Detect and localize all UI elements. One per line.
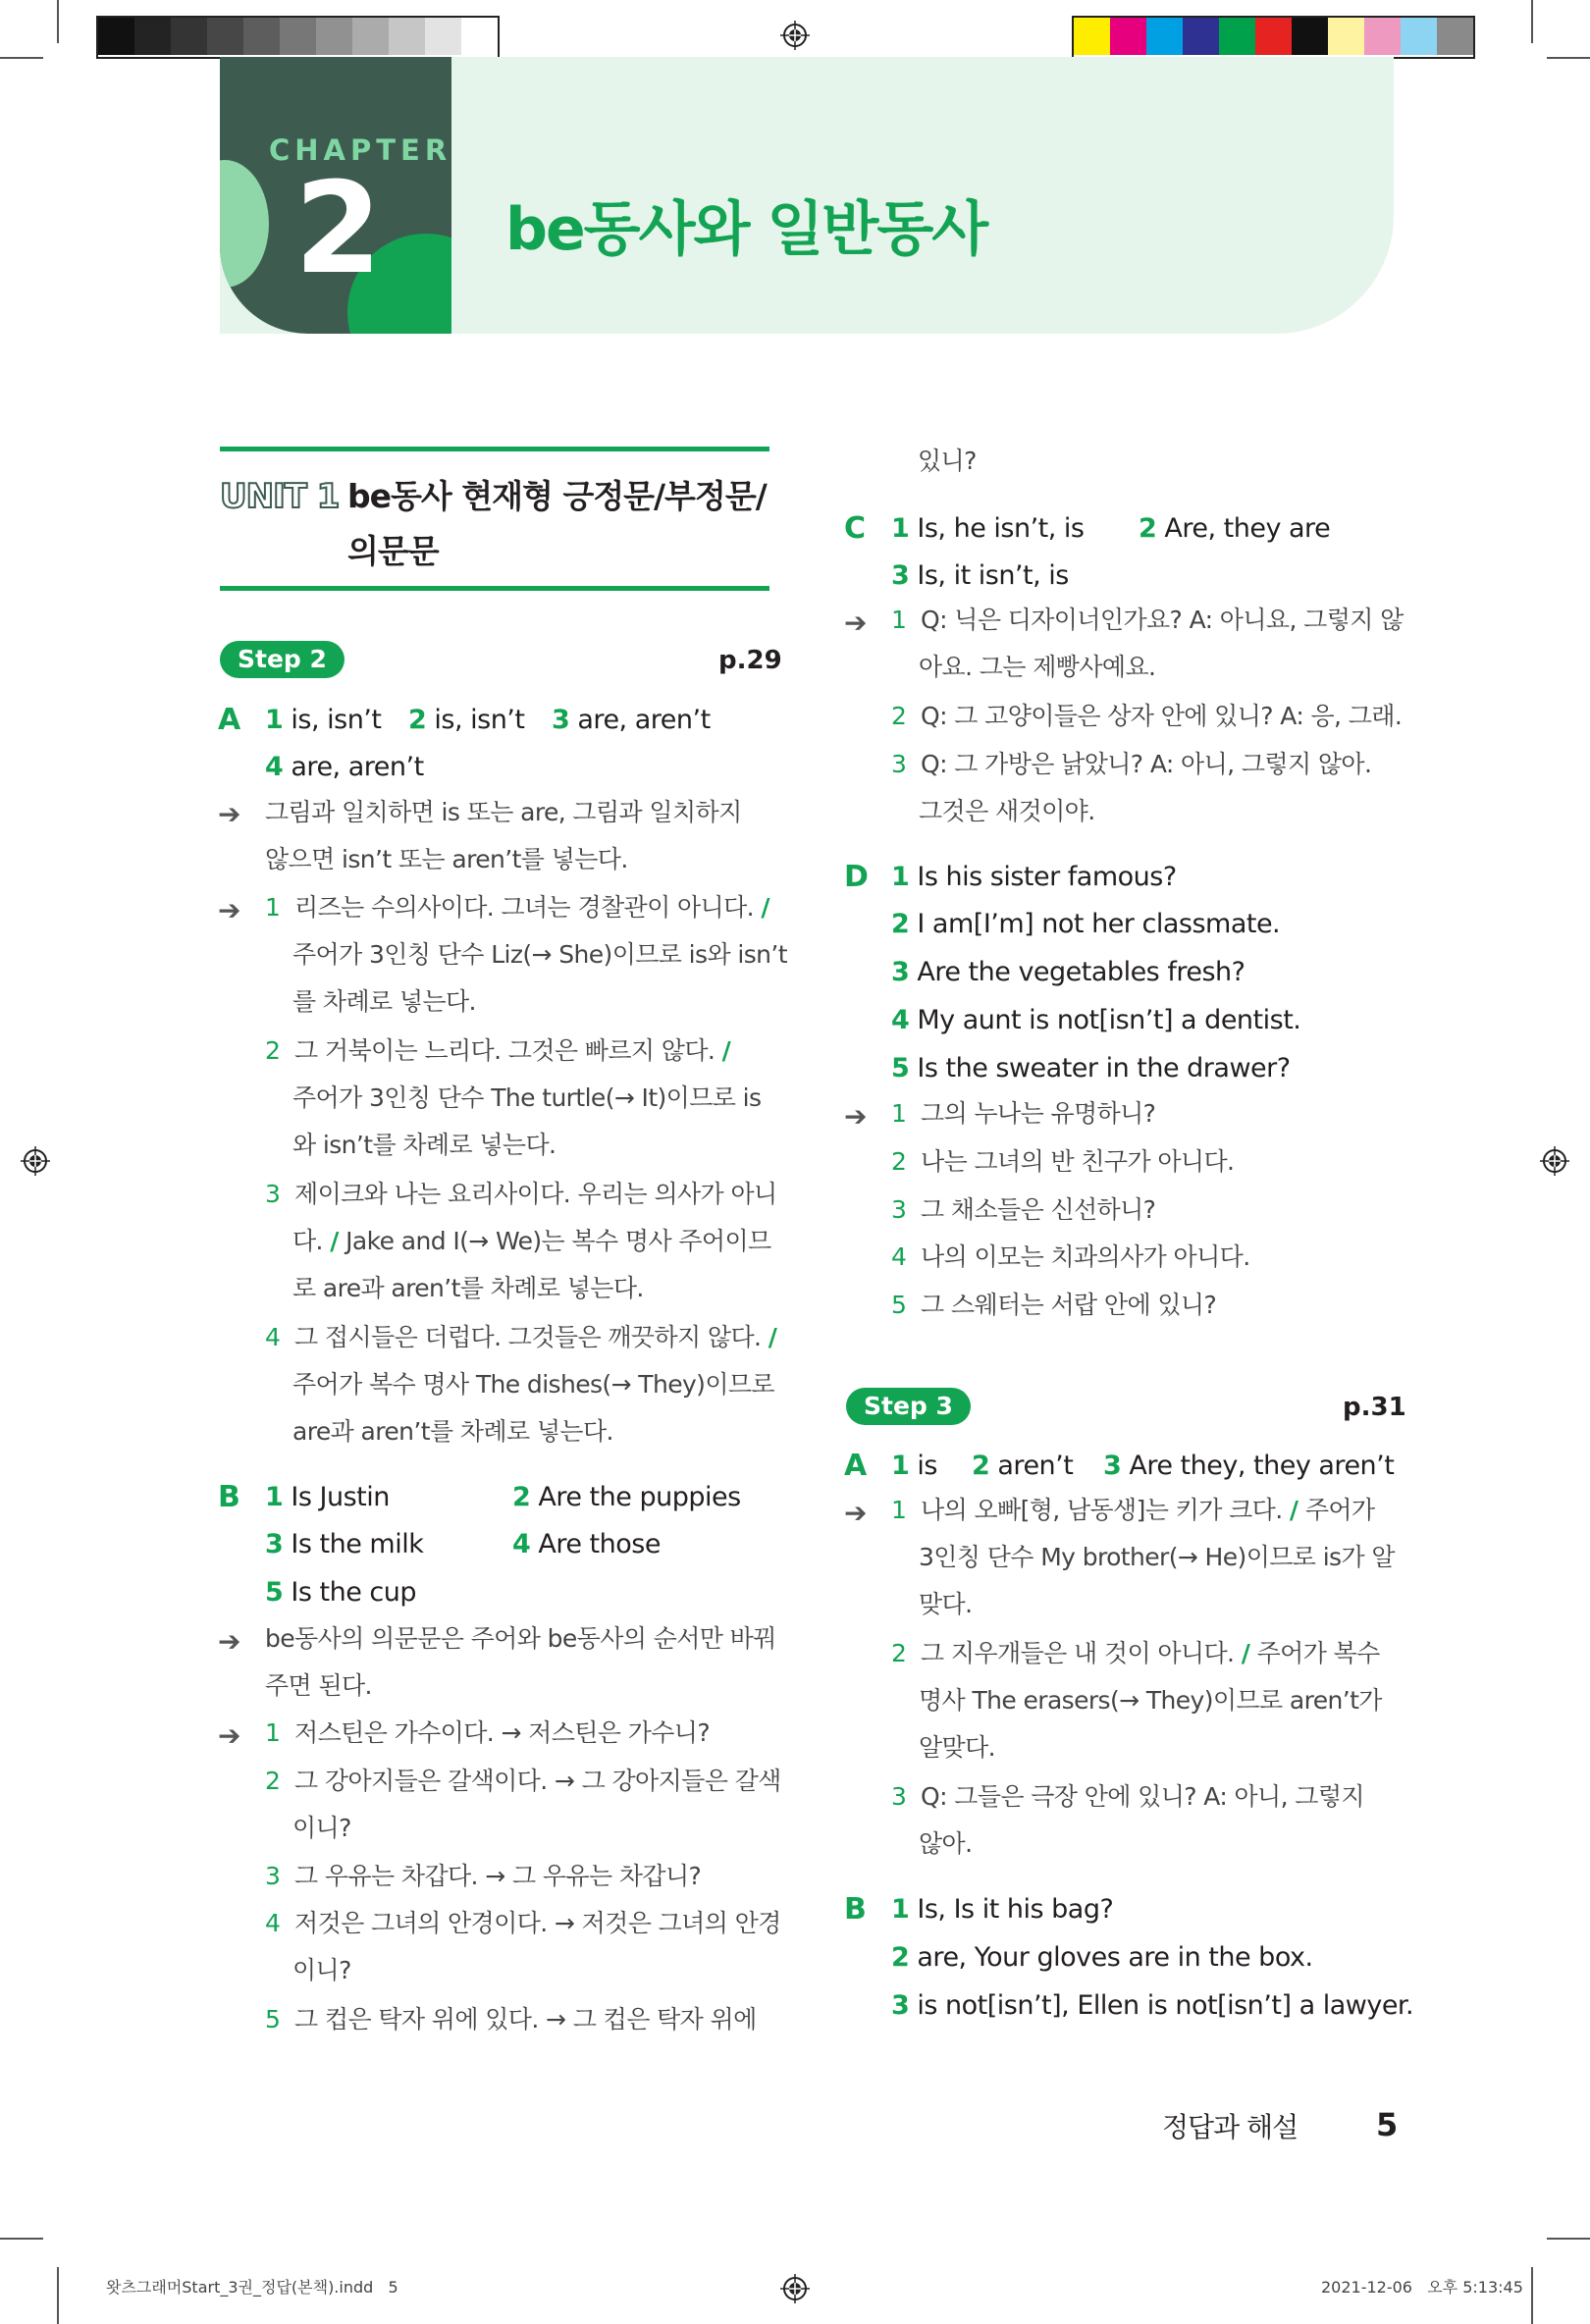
explanation-line: 3 Q: 그 가방은 낡았니? A: 아니, 그렇지 않아. xyxy=(891,750,1372,778)
arrow-icon: ➔ xyxy=(844,607,868,639)
answer-item: 1 Is, Is it his bag? xyxy=(891,1894,1114,1925)
explanation-line: 3 Q: 그들은 극장 안에 있니? A: 아니, 그렇지 xyxy=(891,1782,1364,1811)
color-swatch xyxy=(207,18,243,55)
color-swatch xyxy=(461,18,498,55)
answer-item: 1 Is Justin xyxy=(265,1482,390,1512)
chapter-label: CHAPTER xyxy=(269,133,452,167)
page-reference: p.31 xyxy=(1343,1393,1406,1422)
crop-mark xyxy=(0,57,43,59)
arrow-icon: ➔ xyxy=(844,1100,868,1133)
explanation-line: 않아. xyxy=(919,1829,973,1858)
answer-item: 3 is not[isn’t], Ellen is not[isn’t] a lawyer. xyxy=(891,1990,1414,2021)
answer-item: 2 aren’t xyxy=(972,1451,1074,1481)
footer-section-label: 정답과 해설 xyxy=(1162,2111,1298,2143)
color-swatch xyxy=(1292,18,1328,55)
section-letter-b: B xyxy=(844,1892,867,1927)
color-swatch xyxy=(1219,18,1255,55)
answer-item: 2 I am[I’m] not her classmate. xyxy=(891,909,1281,939)
arrow-icon: ➔ xyxy=(218,798,241,830)
color-swatch xyxy=(425,18,461,55)
explanation-line: 1 나의 오빠[형, 남동생]는 키가 크다. / 주어가 xyxy=(891,1496,1375,1524)
explanation-line: 5 그 스웨터는 서랍 안에 있니? xyxy=(891,1291,1217,1319)
registration-mark-icon xyxy=(780,2274,810,2303)
explanation-line: 이니? xyxy=(292,1814,351,1842)
answer-item: 4 Are those xyxy=(512,1529,661,1559)
explanation-line: 를 차례로 넣는다. xyxy=(292,987,476,1016)
page-number: 5 xyxy=(1376,2106,1399,2143)
explanation-line: 와 isn’t를 차례로 넣는다. xyxy=(292,1131,556,1159)
answer-item: 3 Are they, they aren’t xyxy=(1103,1451,1395,1481)
print-timestamp: 2021-12-06 오후 5:13:45 xyxy=(1321,2278,1523,2297)
explanation-line: 알맞다. xyxy=(919,1733,995,1762)
answer-item: 4 My aunt is not[isn’t] a dentist. xyxy=(891,1005,1301,1035)
answer-item: 2 Are the puppies xyxy=(512,1482,741,1512)
color-swatch xyxy=(98,18,134,55)
answer-item: 1 is xyxy=(891,1451,937,1481)
unit-title-line2: 의문문 xyxy=(347,532,439,570)
explanation-line: 로 are과 aren’t를 차례로 넣는다. xyxy=(292,1274,644,1302)
answer-item: 1 is, isn’t xyxy=(265,705,382,735)
crop-mark xyxy=(1531,2267,1533,2324)
color-swatch xyxy=(1183,18,1219,55)
section-letter-a: A xyxy=(844,1449,868,1483)
explanation-line: 주면 된다. xyxy=(265,1671,372,1700)
explanation-line: 명사 The erasers(→ They)이므로 aren’t가 xyxy=(919,1686,1382,1715)
step-2-badge: Step 2 xyxy=(220,641,344,678)
unit-rule-bottom xyxy=(220,586,769,591)
crop-mark xyxy=(1547,57,1590,59)
arrow-icon: ➔ xyxy=(218,1719,241,1752)
answer-item: 4 are, aren’t xyxy=(265,752,424,782)
color-swatch xyxy=(280,18,316,55)
crop-mark xyxy=(57,2267,59,2324)
explanation-line: 4 저것은 그녀의 안경이다. → 저것은 그녀의 안경 xyxy=(265,1909,781,1937)
arrow-icon: ➔ xyxy=(218,1625,241,1658)
unit-title-line1: be동사 현재형 긍정문/부정문/ xyxy=(347,477,767,515)
section-letter-d: D xyxy=(844,860,869,894)
answer-item: 2 are, Your gloves are in the box. xyxy=(891,1942,1313,1973)
step-3-badge: Step 3 xyxy=(846,1388,971,1425)
explanation-line: be동사의 의문문은 주어와 be동사의 순서만 바꿔 xyxy=(265,1624,776,1653)
color-swatch xyxy=(1364,18,1401,55)
section-letter-c: C xyxy=(844,511,867,546)
crop-mark xyxy=(0,2238,43,2240)
explanation-line: 그것은 새것이야. xyxy=(919,797,1095,825)
unit-rule-top xyxy=(220,447,769,451)
section-letter-b: B xyxy=(218,1480,240,1514)
explanation-line: 2 그 강아지들은 갈색이다. → 그 강아지들은 갈색 xyxy=(265,1767,781,1795)
explanation-line: 2 그 지우개들은 내 것이 아니다. / 주어가 복수 xyxy=(891,1639,1380,1667)
color-swatch xyxy=(1328,18,1364,55)
unit-label: UNIT 1 xyxy=(220,477,340,516)
explanation-line: 맞다. xyxy=(919,1590,973,1618)
answer-item: 1 Is, he isn’t, is xyxy=(891,513,1085,544)
explanation-line: 아요. 그는 제빵사예요. xyxy=(919,653,1156,681)
explanation-line: 그림과 일치하면 is 또는 are, 그림과 일치하지 xyxy=(265,798,742,826)
color-swatch xyxy=(1437,18,1473,55)
explanation-line: 4 나의 이모는 치과의사가 아니다. xyxy=(891,1242,1250,1271)
explanation-line: 1 Q: 닉은 디자이너인가요? A: 아니요, 그렇지 않 xyxy=(891,606,1404,634)
explanation-line: 2 Q: 그 고양이들은 상자 안에 있니? A: 응, 그래. xyxy=(891,702,1403,730)
explanation-line: are과 aren’t를 차례로 넣는다. xyxy=(292,1417,613,1446)
explanation-line: 있니? xyxy=(918,447,977,475)
explanation-line: 3인칭 단수 My brother(→ He)이므로 is가 알 xyxy=(919,1543,1395,1571)
crop-mark xyxy=(57,0,59,43)
explanation-line: 3 그 우유는 차갑다. → 그 우유는 차갑니? xyxy=(265,1862,702,1890)
color-swatch xyxy=(171,18,207,55)
chapter-title: be동사와 일반동사 xyxy=(505,195,987,264)
arrow-icon: ➔ xyxy=(844,1497,868,1529)
answer-item: 3 Is the milk xyxy=(265,1529,424,1559)
color-swatch xyxy=(1146,18,1183,55)
explanation-line: 4 그 접시들은 더럽다. 그것들은 깨끗하지 않다. / xyxy=(265,1323,777,1351)
answer-item: 3 Are the vegetables fresh? xyxy=(891,957,1246,987)
crop-mark xyxy=(1531,0,1533,43)
registration-mark-icon xyxy=(1540,1146,1569,1176)
color-swatch xyxy=(1110,18,1146,55)
answer-item: 1 Is his sister famous? xyxy=(891,862,1177,892)
answer-item: 3 are, aren’t xyxy=(552,705,711,735)
color-swatch xyxy=(389,18,425,55)
gray-calibration-strip xyxy=(96,16,500,59)
crop-mark xyxy=(1547,2238,1590,2240)
answer-item: 5 Is the sweater in the drawer? xyxy=(891,1053,1291,1083)
explanation-line: 주어가 3인칭 단수 The turtle(→ It)이므로 is xyxy=(292,1083,762,1112)
explanation-line: 1 저스틴은 가수이다. → 저스틴은 가수니? xyxy=(265,1718,711,1747)
explanation-line: 5 그 컵은 탁자 위에 있다. → 그 컵은 탁자 위에 xyxy=(265,2005,757,2034)
page-reference: p.29 xyxy=(718,646,782,675)
registration-mark-icon xyxy=(21,1146,50,1176)
color-swatch xyxy=(1401,18,1437,55)
explanation-line: 다. / Jake and I(→ We)는 복수 명사 주어이므 xyxy=(292,1227,771,1255)
explanation-line: 1 리즈는 수의사이다. 그녀는 경찰관이 아니다. / xyxy=(265,893,769,922)
color-swatch xyxy=(316,18,352,55)
file-info: 왓츠그래머Start_3권_정답(본책).indd 5 xyxy=(106,2278,398,2297)
color-swatch xyxy=(1255,18,1292,55)
color-swatch xyxy=(134,18,171,55)
chapter-number: 2 xyxy=(294,156,383,302)
registration-mark-icon xyxy=(780,21,810,50)
arrow-icon: ➔ xyxy=(218,894,241,926)
answer-item: 2 is, isn’t xyxy=(408,705,525,735)
color-swatch xyxy=(243,18,280,55)
explanation-line: 2 그 거북이는 느리다. 그것은 빠르지 않다. / xyxy=(265,1036,731,1065)
answer-item: 2 Are, they are xyxy=(1139,513,1331,544)
color-calibration-strip xyxy=(1072,16,1475,59)
explanation-line: 이니? xyxy=(292,1956,351,1984)
explanation-line: 않으면 isn’t 또는 aren’t를 넣는다. xyxy=(265,845,628,873)
section-letter-a: A xyxy=(218,703,241,737)
explanation-line: 주어가 3인칭 단수 Liz(→ She)이므로 is와 isn’t xyxy=(292,940,787,969)
explanation-line: 2 나는 그녀의 반 친구가 아니다. xyxy=(891,1147,1235,1176)
color-swatch xyxy=(352,18,389,55)
explanation-line: 3 제이크와 나는 요리사이다. 우리는 의사가 아니 xyxy=(265,1180,777,1208)
color-swatch xyxy=(1074,18,1110,55)
explanation-line: 3 그 채소들은 신선하니? xyxy=(891,1195,1156,1224)
answer-item: 5 Is the cup xyxy=(265,1577,416,1608)
explanation-line: 1 그의 누나는 유명하니? xyxy=(891,1099,1156,1128)
explanation-line: 주어가 복수 명사 The dishes(→ They)이므로 xyxy=(292,1370,774,1399)
answer-item: 3 Is, it isn’t, is xyxy=(891,560,1069,591)
